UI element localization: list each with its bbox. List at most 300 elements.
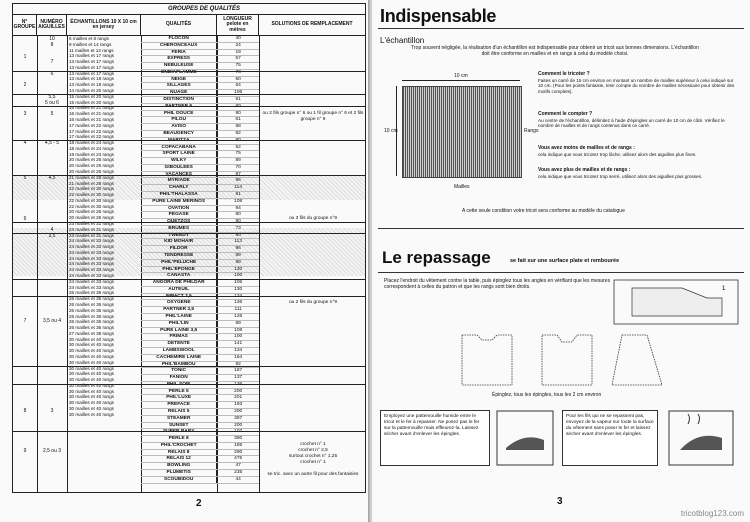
- aiguille-size: 8: [50, 42, 54, 48]
- quality-name: EXPRESS: [167, 56, 191, 62]
- quality-name: PEGASE: [168, 212, 189, 218]
- quality-name: FLOCON: [168, 36, 189, 41]
- quality-name: OXYGENE: [166, 300, 191, 306]
- table-row: [141, 131, 259, 138]
- swatch-height-label: 10 cm: [384, 128, 398, 134]
- echantillon-cell: 13 mailles et 17 rangs: [69, 70, 114, 76]
- solution-2: ou 3 fils du groupe n°9: [288, 216, 338, 221]
- table-row: [141, 260, 259, 267]
- echantillon-cell: 17 mailles et 22 rangs: [69, 122, 114, 128]
- solution-1: ou 2 fils groupe n° 6 ou 1 fil groupe n° 6 et 2 fils groupe n° 9: [262, 111, 364, 122]
- quality-name: PHIL'LIN: [168, 320, 189, 326]
- echantillon-cell: 13 mailles et 17 rangs: [69, 64, 114, 70]
- echantillon-cell: 20 mailles et 26 rangs: [69, 215, 114, 221]
- length-value: 130: [216, 267, 259, 273]
- quality-name: PLUMETIS: [166, 470, 191, 475]
- length-value: 60: [216, 104, 259, 110]
- length-value: 107: [216, 429, 259, 435]
- echantillon-cell: 16 mailles et 21 rangs: [69, 116, 114, 122]
- svg-text:1: 1: [722, 286, 726, 292]
- quality-name: AVISO: [171, 124, 186, 130]
- length-value: 75: [216, 63, 259, 69]
- page-title: Indispensable: [380, 6, 497, 26]
- echantillon-cell: 21 mailles et 28 rangs: [69, 174, 114, 180]
- table-row: [141, 212, 259, 219]
- length-value: 200: [216, 389, 259, 395]
- echantillon-cell: 30 mailles et 40 rangs: [69, 388, 114, 394]
- aiguille-size: 4,5: [48, 175, 56, 181]
- echantillon-cell: 18 mailles et 24 rangs: [69, 140, 114, 146]
- fewer-stitches: Vous avez moins de mailles et de rangs : cela indique que vous tricotez trop lâche, utilisez alors des aiguilles plus fines.: [538, 145, 697, 157]
- echantillon-cell: 24 mailles et 33 rangs: [69, 238, 114, 244]
- quality-name: BEAUGENCY: [163, 130, 194, 136]
- quality-name: DETENTE: [167, 341, 190, 347]
- echantillon-cell: 26 mailles et 36 rangs: [69, 290, 114, 296]
- length-value: 40: [216, 36, 259, 42]
- how-to-count: Comment le compter ? Au centre de l'échantillon, délimitez à l'aide d'épingles un carré de 10 cm de côté. Vérifiez le nombre de mailles et de rangs contenus dans ce carré.: [538, 111, 725, 129]
- table-row: [141, 321, 259, 328]
- aiguille-size: 5,5: [48, 94, 56, 100]
- echantillon-cell: 30 mailles et 40 rangs: [69, 353, 114, 359]
- length-value: 108: [216, 199, 259, 205]
- echantillon-cell: 20 mailles et 26 rangs: [69, 157, 114, 163]
- quality-name: PHIL'EPONGE: [162, 266, 195, 272]
- length-value: 130: [216, 287, 259, 293]
- length-value: 136: [216, 300, 259, 306]
- length-value: 75: [216, 151, 259, 157]
- quality-name: PHIL'PELUCHE: [161, 259, 197, 265]
- table-row: [141, 145, 259, 152]
- solution-7: crochet n° 1: [300, 460, 326, 465]
- length-value: 60: [216, 77, 259, 83]
- length-value: 80: [216, 111, 259, 117]
- echantillon-cell: 15 mailles et 20 rangs: [69, 93, 114, 99]
- echantillon-cell: 20 mailles et 26 rangs: [69, 209, 114, 215]
- quality-name: PREFACE: [167, 402, 190, 408]
- echantillon-cell: 6 mailles et 8 rangs: [69, 36, 109, 41]
- table-row: [141, 239, 259, 246]
- quality-name: BRUMES: [168, 225, 190, 231]
- echantillon-cell: 30 mailles et 40 rangs: [69, 406, 114, 411]
- length-value: 111: [216, 307, 259, 313]
- group-number: 1: [23, 54, 27, 60]
- length-value: 187: [216, 368, 259, 374]
- echantillon-cell: 30 mailles et 40 rangs: [69, 348, 114, 354]
- quality-name: CACHEMIRE LAINE: [156, 354, 202, 360]
- length-value: 114: [216, 185, 259, 191]
- quality-name: DISTINCTION: [163, 97, 194, 103]
- garment-pattern-illustration: [612, 278, 742, 328]
- quality-name: QUETZOS: [167, 219, 191, 225]
- tip-box-steam: Pour les fils qui ne se repassent pas, envoyez de la vapeur sur toute la surface du vêtement sans poser le fer et laissez sécher avant d'enlever les épingles.: [562, 410, 658, 466]
- table-row: [141, 443, 259, 450]
- length-value: 73: [216, 226, 259, 232]
- quality-name: FERIA: [171, 49, 186, 55]
- length-value: 89: [216, 253, 259, 259]
- quality-name: PARTNER 3,5: [163, 307, 195, 313]
- aiguille-size: 4,5 - 5: [44, 140, 60, 146]
- table-row: [141, 185, 259, 192]
- quality-name: ANGORA DE PHILDAR: [152, 280, 205, 286]
- qualities-rows: [141, 36, 259, 484]
- table-row: [141, 402, 259, 409]
- length-value: 61: [216, 117, 259, 123]
- echantillon-cell: 24 mailles et 33 rangs: [69, 261, 114, 267]
- page-number-left: 2: [196, 498, 202, 509]
- solution-6: surtout crochet n° 1,25: [288, 454, 338, 459]
- solution-4: crochet n° 1: [300, 442, 326, 447]
- quality-name: OVATION: [168, 205, 190, 211]
- echantillon-cell: 30 mailles et 40 rangs: [69, 359, 114, 365]
- header-echantillons: ÉCHANTILLONS 10 X 10 cm en jersey: [67, 15, 141, 35]
- solution-8: se tric. avec un autre fil pour des fantaisies: [267, 472, 359, 477]
- quality-name: MYRIADE: [167, 178, 190, 184]
- quality-name: CANASTA: [167, 273, 191, 279]
- length-value: 290: [216, 450, 259, 456]
- length-value: 52: [216, 145, 259, 151]
- aiguille-size: 10: [49, 36, 55, 42]
- quality-name: PHIL'CROCHET: [160, 442, 197, 448]
- aiguille-size: 5 ou 6: [45, 100, 59, 106]
- table-row: [141, 104, 259, 111]
- echantillon-cell: 24 mailles et 33 rangs: [69, 267, 114, 273]
- quality-name: PHIL'BAMBOU: [161, 361, 196, 367]
- length-value: 61: [216, 97, 259, 103]
- echantillon-cell: 26 mailles et 36 rangs: [69, 301, 114, 307]
- right-page: [372, 0, 750, 522]
- quality-name: STEAMER: [166, 415, 191, 421]
- quality-name: SUPER BABY: [162, 429, 195, 435]
- table-row: [141, 436, 259, 443]
- aiguille-size: 2,5 ou 3: [42, 448, 62, 454]
- repassage-text: Placez l'endroit du vêtement contre la table, puis épinglez tous les angles en vérifiant que les mesures correspondent à celles du patron et que les rangs sont bien droits.: [384, 278, 611, 290]
- length-value: 106: [216, 280, 259, 286]
- quality-name: SCOUBIDOU: [164, 476, 194, 482]
- length-value: 141: [216, 341, 259, 347]
- length-value: 193: [216, 402, 259, 408]
- quality-name: SPORT LAINE: [162, 151, 195, 157]
- length-value: 92: [216, 362, 259, 368]
- quality-name: ONDIAFLAMME: [160, 69, 197, 75]
- echantillon-cell: 24 mailles et 33 rangs: [69, 284, 114, 290]
- echantillon-cell: 30 mailles et 40 rangs: [69, 394, 114, 400]
- echantillon-cell: 21 mailles et 28 rangs: [69, 180, 114, 186]
- table-row: [141, 287, 259, 294]
- quality-name: FRIMAS: [169, 334, 188, 340]
- quality-name: COPACABANA: [161, 144, 196, 150]
- table-row: [141, 151, 259, 158]
- group-number: 6: [23, 216, 27, 222]
- quality-name: PERLE 5: [168, 388, 189, 394]
- aiguille-size: 6: [50, 71, 54, 77]
- echantillon-cell: 26 mailles et 36 rangs: [69, 325, 114, 331]
- echantillon-cell: 23 mailles et 31 rangs: [69, 221, 114, 226]
- length-value: 80: [216, 233, 259, 239]
- left-page: [0, 0, 370, 522]
- header-aiguilles: NUMÉRO AIGUILLES: [37, 15, 67, 35]
- table-row: [141, 463, 259, 470]
- table-row: [141, 97, 259, 104]
- echantillon-cell: 30 mailles et 40 rangs: [69, 342, 114, 348]
- echantillon-cell: 18 mailles et 24 rangs: [69, 151, 114, 157]
- length-value: 82: [216, 131, 259, 137]
- quality-name: VACANCES: [165, 171, 192, 177]
- table-row: [141, 456, 259, 463]
- quality-name: NUAGE: [170, 90, 188, 96]
- quality-name: PURE LAINE 3,5: [160, 327, 198, 333]
- length-value: 89: [216, 321, 259, 327]
- group-number: 9: [23, 448, 27, 454]
- echantillon-cell: 22 mailles et 30 rangs: [69, 197, 114, 203]
- aiguille-size: 7: [50, 59, 54, 65]
- table-row: [141, 348, 259, 355]
- table-row: [141, 43, 259, 50]
- iron-illustration: [496, 410, 554, 466]
- pins-caption: Épinglez, tous les épingles, tous les 2 cm environ: [492, 392, 602, 398]
- quality-name: RELAIS 5: [167, 408, 190, 414]
- table-row: [141, 246, 259, 253]
- echantillon-cell: 9 mailles et 14 rangs: [69, 41, 112, 47]
- table-row: [141, 382, 259, 389]
- table-row: [141, 124, 259, 131]
- length-value: 134: [216, 348, 259, 354]
- length-value: 44: [216, 477, 259, 483]
- length-value: 100: [216, 334, 259, 340]
- table-body: [13, 36, 365, 492]
- length-value: 89: [216, 158, 259, 164]
- echantillon-cell: 30 mailles et 40 rangs: [69, 371, 114, 377]
- quality-name: PILOU: [171, 117, 187, 123]
- section-subtitle: L'échantillon: [380, 36, 425, 45]
- length-value: 19: [216, 50, 259, 56]
- table-row: [141, 50, 259, 57]
- echantillon-cell: 26 mailles et 36 rangs: [69, 313, 114, 319]
- table-row: [141, 165, 259, 172]
- quality-name: NEBULEUSE: [163, 63, 194, 69]
- echantillon-cell: 22 mailles et 30 rangs: [69, 203, 114, 209]
- quality-name: PHIL DOUCE: [163, 110, 194, 116]
- quality-name: TONIC: [171, 368, 187, 374]
- echantillon-cell: 16 mailles et 21 rangs: [69, 111, 114, 117]
- echantillon-cell: 24 mailles et 33 rangs: [69, 249, 114, 255]
- quality-name: PURE LAINE MERINOS: [152, 198, 206, 204]
- table-row: [141, 470, 259, 477]
- how-to-knit: Comment le tricoter ? Faites un carré de 15 cm environ en montant un nombre de mailles supérieur à celui indiqué sur 10 cm. (Pour les points fantaisie, tenir compte du nombre de mailles nécessaire pour obtenir des motifs complets).: [538, 71, 735, 94]
- echantillon-cell: 13 mailles et 17 rangs: [69, 53, 114, 59]
- length-value: 136: [216, 382, 259, 388]
- section-title-repassage: Le repassage: [382, 248, 491, 267]
- length-value: 68: [216, 124, 259, 130]
- table-row: [141, 280, 259, 287]
- mailles-label: Mailles: [454, 184, 470, 190]
- qualities-table: [12, 3, 366, 493]
- length-value: 96: [216, 178, 259, 184]
- table-row: [141, 314, 259, 321]
- length-value: 235: [216, 470, 259, 476]
- header-longueur: LONGUEUR pelote en mètres: [217, 15, 259, 35]
- length-value: 164: [216, 355, 259, 361]
- quality-name: FILDOR: [169, 246, 188, 252]
- quality-name: CHERONCEAUX: [159, 42, 198, 48]
- table-row: [141, 307, 259, 314]
- length-value: 80: [216, 212, 259, 218]
- aiguille-size: 4: [50, 227, 54, 233]
- quality-name: RELAIS 8: [167, 449, 190, 455]
- length-value: 24: [216, 43, 259, 49]
- echantillon-cell: 16 mailles et 21 rangs: [69, 105, 114, 111]
- length-value: 113: [216, 239, 259, 245]
- quality-name: PERLE 8: [168, 436, 189, 442]
- length-value: 200: [216, 423, 259, 429]
- length-value: 387: [216, 416, 259, 422]
- echantillon-cell: 20 mailles et 26 rangs: [69, 168, 114, 174]
- quality-name: PHIL SOIE: [166, 381, 191, 387]
- echantillon-cell: 15 mailles et 20 rangs: [69, 99, 114, 105]
- echantillon-cell: 13 mailles et 17 rangs: [69, 59, 114, 65]
- length-value: 96: [216, 246, 259, 252]
- table-row: [141, 56, 259, 63]
- solution-3: ou 2 fils du groupe n°9: [288, 300, 338, 305]
- header-groupe: N° GROUPE: [13, 15, 37, 35]
- quality-name: AUTEUIL: [168, 286, 190, 292]
- echantillon-cell: 30 mailles et 40 rangs: [69, 377, 114, 383]
- length-value: 185: [216, 443, 259, 449]
- length-value: 57: [216, 56, 259, 62]
- quality-name: RELAIS 12: [166, 456, 191, 462]
- length-value: 70: [216, 165, 259, 171]
- table-row: [141, 192, 259, 199]
- quality-name: NEIGE: [171, 76, 187, 82]
- aiguille-size: 3,5: [48, 233, 56, 239]
- echantillon-cell: 30 mailles et 40 rangs: [69, 400, 114, 406]
- echantillon-cell: 20 mailles et 26 rangs: [69, 163, 114, 169]
- aiguille-size: 3: [50, 408, 54, 414]
- length-value: 64: [216, 83, 259, 89]
- echantillon-cell: 11 mailles et 13 rangs: [69, 47, 114, 53]
- length-value: 47: [216, 463, 259, 469]
- table-row: [141, 199, 259, 206]
- swatch-caption: A cette seule condition votre tricot sera conforme au modèle du catalogue: [462, 208, 625, 214]
- quality-name: BOWLING: [167, 463, 191, 469]
- length-value: 90: [216, 219, 259, 225]
- table-row: [141, 226, 259, 233]
- table-row: [141, 158, 259, 165]
- quality-name: GIBOULEES: [164, 164, 193, 170]
- more-stitches: Vous avez plus de mailles et de rangs : cela indique que vous tricotez trop serré, utilisez alors des aiguilles plus grosses.: [538, 167, 703, 179]
- echantillon-cell: 30 mailles et 40 rangs: [69, 382, 114, 388]
- quality-name: PARTNER 6: [165, 103, 193, 109]
- echantillon-cell: 30 mailles et 40 rangs: [69, 365, 114, 371]
- table-row: [141, 206, 259, 213]
- table-row: [141, 111, 259, 118]
- table-title: GROUPES DE QUALITÉS: [13, 4, 365, 15]
- echantillon-cell: 27 mailles et 38 rangs: [69, 330, 114, 336]
- rangs-label: Rangs: [524, 128, 539, 134]
- echantillon-cell: 26 mailles et 36 rangs: [69, 296, 114, 302]
- echantillon-cell: 24 mailles et 33 rangs: [69, 278, 114, 284]
- echantillon-cell: 30 mailles et 40 rangs: [69, 411, 114, 417]
- echantillon-cell: 18 mailles et 24 rangs: [69, 145, 114, 151]
- length-value: 201: [216, 395, 259, 401]
- echantillon-cell: 24 mailles et 33 rangs: [69, 244, 114, 250]
- table-row: [141, 416, 259, 423]
- table-header: [13, 15, 365, 36]
- echantillon-cell: 23 mailles et 31 rangs: [69, 226, 114, 232]
- page-number-right: 3: [557, 496, 563, 507]
- echantillon-cell: 26 mailles et 36 rangs: [69, 319, 114, 325]
- steam-iron-illustration: [668, 410, 734, 466]
- echantillon-cell: 24 mailles et 33 rangs: [69, 273, 114, 279]
- swatch-width-label: 10 cm: [454, 73, 468, 79]
- quality-name: WILKY: [170, 158, 187, 164]
- quality-name: TENDRESSE: [164, 253, 194, 258]
- quality-name: PHIL'LUXE: [166, 395, 192, 401]
- table-row: [141, 77, 259, 84]
- table-row: [141, 36, 259, 43]
- group-number: 2: [23, 82, 27, 88]
- length-value: 106: [216, 90, 259, 96]
- echantillon-cell: 13 mailles et 18 rangs: [69, 76, 114, 82]
- length-value: 78: [216, 70, 259, 76]
- group-number: 4: [23, 140, 27, 146]
- quality-name: TWEEDY: [168, 232, 189, 238]
- table-row: [141, 477, 259, 484]
- table-row: [141, 355, 259, 362]
- tip-box-iron: Employez une pattemouille humide entre le tricot et le fer à repasser. Ne posez pas le fer sur la pattemouille mais effleurez-la. Laissez sécher avant d'enlever les épingles.: [380, 410, 490, 466]
- length-value: 108: [216, 328, 259, 334]
- length-value: 80: [216, 138, 259, 144]
- quality-name: IMPACT 3,5: [165, 293, 192, 299]
- length-value: 94: [216, 206, 259, 212]
- table-row: [141, 253, 259, 260]
- aiguille-size: 3,5 ou 4: [42, 318, 62, 324]
- quality-name: FANION: [169, 375, 188, 381]
- group-number: 8: [23, 408, 27, 414]
- length-value: 126: [216, 314, 259, 320]
- table-row: [141, 138, 259, 145]
- echantillon-cell: 22 mailles et 30 rangs: [69, 186, 114, 192]
- group-number: 5: [23, 175, 27, 181]
- length-value: 81: [216, 192, 259, 198]
- group-number: 7: [23, 318, 27, 324]
- table-row: [141, 117, 259, 124]
- quality-name: SILLAGES: [166, 83, 191, 89]
- knit-swatch-illustration: [402, 86, 522, 178]
- echantillon-cell: 24 mailles et 33 rangs: [69, 255, 114, 261]
- length-value: 88: [216, 260, 259, 266]
- quality-name: SUNSET: [168, 422, 189, 428]
- length-value: 380: [216, 436, 259, 442]
- echantillon-cell: 14 mailles et 20 rangs: [69, 88, 114, 94]
- watermark: tricotblog123.com: [680, 509, 744, 518]
- aiguille-size: 5: [50, 111, 54, 117]
- echantillon-cell: 26 mailles et 36 rangs: [69, 307, 114, 313]
- quality-name: CHARLY: [168, 185, 189, 191]
- length-value: 200: [216, 409, 259, 415]
- pinned-garment-pieces-illustration: [452, 330, 692, 390]
- group-number: 3: [23, 111, 27, 117]
- section-subtitle-repassage: se fait sur une surface plate et rembourée: [510, 258, 620, 264]
- quality-name: MARITZA: [167, 137, 190, 143]
- echantillon-cell: 17 mailles et 22 rangs: [69, 134, 114, 140]
- quality-name: LAMBSWOOL: [162, 347, 195, 353]
- quality-name: PHIL'LAINE: [165, 314, 192, 320]
- table-row: [141, 63, 259, 70]
- quality-name: KID MOHAIR: [164, 239, 194, 245]
- echantillon-cell: 13 mailles et 18 rangs: [69, 82, 114, 88]
- length-value: 100: [216, 273, 259, 279]
- echantillon-cell: 22 mailles et 30 rangs: [69, 192, 114, 198]
